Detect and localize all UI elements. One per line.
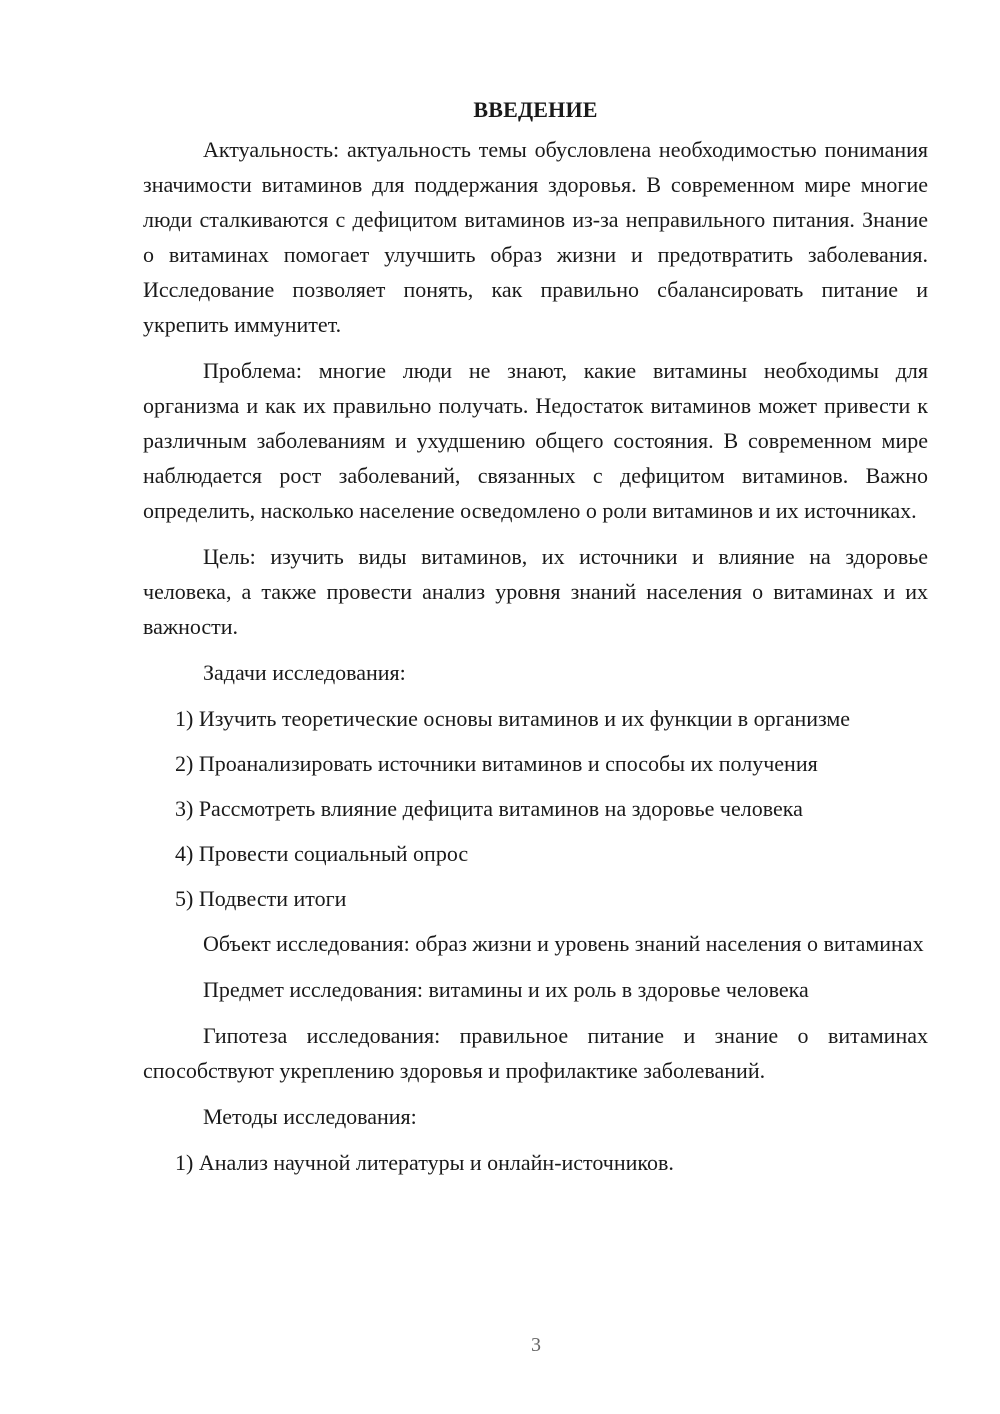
page-title: ВВЕДЕНИЕ (473, 97, 598, 122)
methods-heading: Методы исследования: (203, 1104, 417, 1129)
object-paragraph: Объект исследования: образ жизни и уровень знаний населения о витаминах (203, 931, 924, 956)
task-item-3: 3) Рассмотреть влияние дефицита витаминов на здоровье человека (175, 796, 803, 821)
tasks-heading: Задачи исследования: (203, 660, 406, 685)
task-item-2: 2) Проанализировать источники витаминов и способы их получения (175, 751, 818, 776)
problem-paragraph: Проблема: многие люди не знают, какие витамины необходимы для организма и как их правильно получать. Недостаток витаминов может привести к различным заболеваниям и ухудшению общего состояния. В современном мире наблюдается рост заболеваний, связанных с дефицитом витаминов. Важно определить, насколько население осведомлено о роли витаминов и их источниках. (143, 358, 928, 523)
task-item-1: 1) Изучить теоретические основы витаминов и их функции в организме (175, 706, 851, 731)
hypothesis-paragraph: Гипотеза исследования: правильное питание и знание о витаминах способствуют укреплению здоровья и профилактике заболеваний. (143, 1023, 928, 1083)
task-item-4: 4) Провести социальный опрос (175, 841, 469, 866)
goal-paragraph: Цель: изучить виды витаминов, их источники и влияние на здоровье человека, а также провести анализ уровня знаний населения о витаминах и их важности. (143, 544, 928, 639)
method-item-1: 1) Анализ научной литературы и онлайн-источников. (175, 1150, 674, 1175)
document-page (143, 92, 928, 1190)
task-item-5: 5) Подвести итоги (175, 886, 347, 911)
page-number: 3 (531, 1334, 541, 1356)
subject-paragraph: Предмет исследования: витамины и их роль в здоровье человека (203, 977, 809, 1002)
relevance-paragraph: Актуальность: актуальность темы обусловлена необходимостью понимания значимости витаминов для поддержания здоровья. В современном мире многие люди сталкиваются с дефицитом витаминов из-за неправильного питания. Знание о витаминах помогает улучшить образ жизни и предотвратить заболевания. Исследование позволяет понять, как правильно сбалансировать питание и укрепить иммунитет. (143, 137, 928, 337)
